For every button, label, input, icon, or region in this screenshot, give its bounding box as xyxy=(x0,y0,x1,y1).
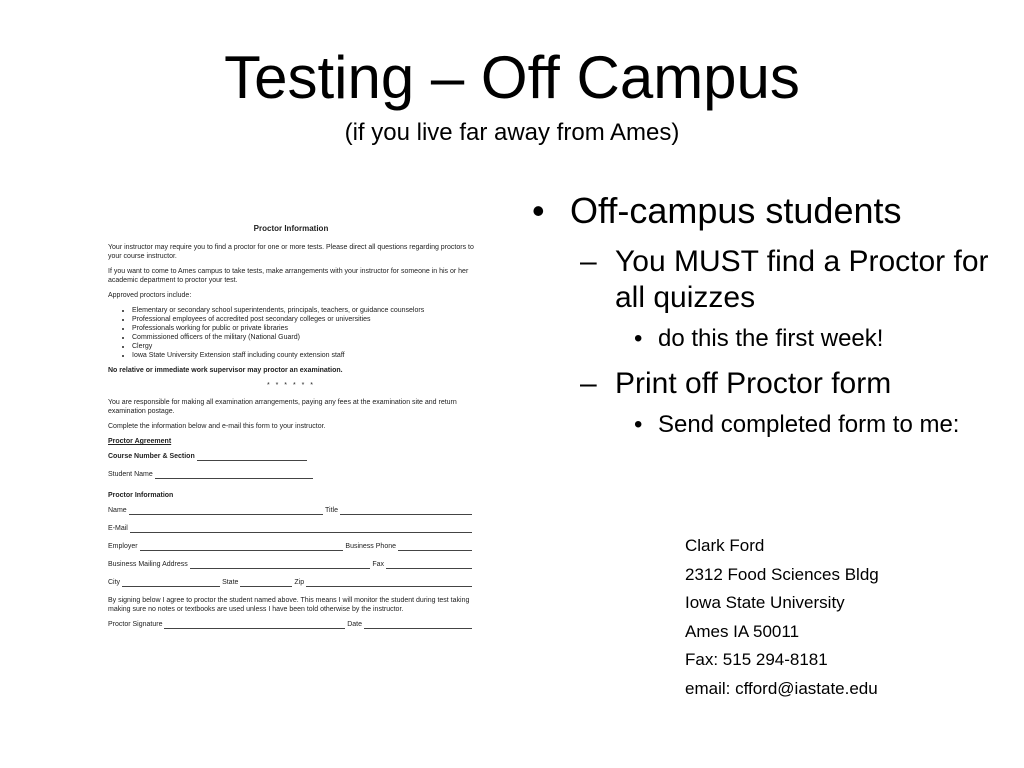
form-phone-line xyxy=(398,542,472,551)
address-fax: Fax: 515 294-8181 xyxy=(685,650,828,670)
form-city-label: City xyxy=(108,579,121,586)
form-course-line xyxy=(197,452,307,461)
proctor-form-image xyxy=(108,222,474,682)
form-zip-line xyxy=(306,578,472,587)
list-item: • Professionals working for public or private libraries xyxy=(132,324,474,333)
form-info-heading: Proctor Information xyxy=(108,492,174,499)
dash-marker: – xyxy=(580,245,597,278)
form-agreement-heading: Proctor Agreement xyxy=(108,438,172,445)
dash-marker: – xyxy=(580,367,597,400)
list-item: • Iowa State University Extension staff including county extension staff xyxy=(132,351,474,360)
list-item: • Clergy xyxy=(132,342,474,351)
sub-sub-bullet-send-form-text: Send completed form to me: xyxy=(658,411,960,438)
contact-address xyxy=(685,532,879,704)
form-email-label: E-Mail xyxy=(108,525,128,532)
sub-bullet-print-form-text: Print off Proctor form xyxy=(615,367,892,400)
address-university: Iowa State University xyxy=(685,593,845,613)
list-item: • Professional employees of accredited post secondary colleges or universities xyxy=(132,315,474,324)
dot-marker: • xyxy=(634,411,643,438)
form-row-mailing xyxy=(108,560,474,569)
sub-sub-bullet-first-week-text: do this the first week! xyxy=(658,325,884,352)
address-city: Ames IA 50011 xyxy=(685,621,800,641)
form-date-label: Date xyxy=(347,621,362,628)
sub-sub-bullet-first-week xyxy=(530,324,990,354)
form-phone-label: Business Phone xyxy=(345,543,396,550)
form-student-line xyxy=(155,470,313,479)
form-approved-list xyxy=(108,306,474,360)
form-mailing-line xyxy=(190,560,371,569)
form-date-line xyxy=(364,620,472,629)
form-row-city xyxy=(108,578,474,587)
sub-bullet-find-proctor-text: You MUST find a Proctor for all quizzes xyxy=(615,245,989,314)
form-employer-line xyxy=(140,542,344,551)
form-row-employer xyxy=(108,542,474,551)
form-paragraph-1: Your instructor may require you to find a proctor for one or more tests. Please direct all questions regarding proctors to your course instructor. xyxy=(108,244,474,260)
dot-marker: • xyxy=(634,325,643,352)
form-email-line xyxy=(130,524,472,533)
form-paragraph-3: You are responsible for making all examination arrangements, paying any fees at the examination site and return examination postage. xyxy=(108,399,457,415)
form-warning: No relative or immediate work supervisor may proctor an examination. xyxy=(108,367,343,374)
form-row-email xyxy=(108,524,474,533)
form-mailing-label: Business Mailing Address xyxy=(108,561,188,568)
address-name: Clark Ford xyxy=(685,536,765,555)
form-paragraph-2: If you want to come to Ames campus to take tests, make arrangements with your instructor for someone in his or her academic department to proctor your test. xyxy=(108,268,469,284)
form-signature-line xyxy=(164,620,345,629)
sub-sub-bullet-send-form xyxy=(530,410,990,440)
bullet-list xyxy=(530,190,990,440)
form-title-line xyxy=(340,506,472,515)
list-item: • Commissioned officers of the military (National Guard) xyxy=(132,333,474,342)
address-email: email: cfford@iastate.edu xyxy=(685,678,878,698)
sub-bullet-print-form xyxy=(530,366,990,402)
form-fax-label: Fax xyxy=(372,561,384,568)
form-paragraph-4: Complete the information below and e-mail this form to your instructor. xyxy=(108,423,326,430)
form-student-label: Student Name xyxy=(108,471,153,478)
form-state-line xyxy=(240,578,292,587)
list-item: • Elementary or secondary school superintendents, principals, teachers, or guidance counselors xyxy=(132,306,474,315)
slide-subtitle: (if you live far away from Ames) xyxy=(344,119,680,146)
slide-title: Testing – Off Campus xyxy=(224,44,800,111)
form-course-label: Course Number & Section xyxy=(108,453,195,460)
bullet-off-campus: • Off-campus students xyxy=(530,190,990,232)
form-city-line xyxy=(122,578,220,587)
form-row-name xyxy=(108,506,474,515)
form-row-student xyxy=(108,470,474,479)
form-row-course xyxy=(108,452,474,461)
form-row-signature xyxy=(108,620,474,629)
form-zip-label: Zip xyxy=(294,579,305,586)
form-title-label: Title xyxy=(325,507,338,514)
form-signature-label: Proctor Signature xyxy=(108,621,163,628)
form-employer-label: Employer xyxy=(108,543,138,550)
address-street: 2312 Food Sciences Bldg xyxy=(685,564,879,584)
form-name-line xyxy=(129,506,323,515)
form-approved-intro: Approved proctors include: xyxy=(108,292,192,299)
form-stars-divider: * * * * * * xyxy=(266,382,316,389)
form-fax-line xyxy=(386,560,472,569)
sub-bullet-find-proctor xyxy=(530,244,990,316)
form-name-label: Name xyxy=(108,507,127,514)
form-state-label: State xyxy=(222,579,239,586)
form-heading: Proctor Information xyxy=(253,224,329,233)
form-paragraph-5: By signing below I agree to proctor the student named above. This means I will monitor the student during test taking making sure no notes or textbooks are used unless I have been told otherwise by the instructor. xyxy=(108,597,470,613)
